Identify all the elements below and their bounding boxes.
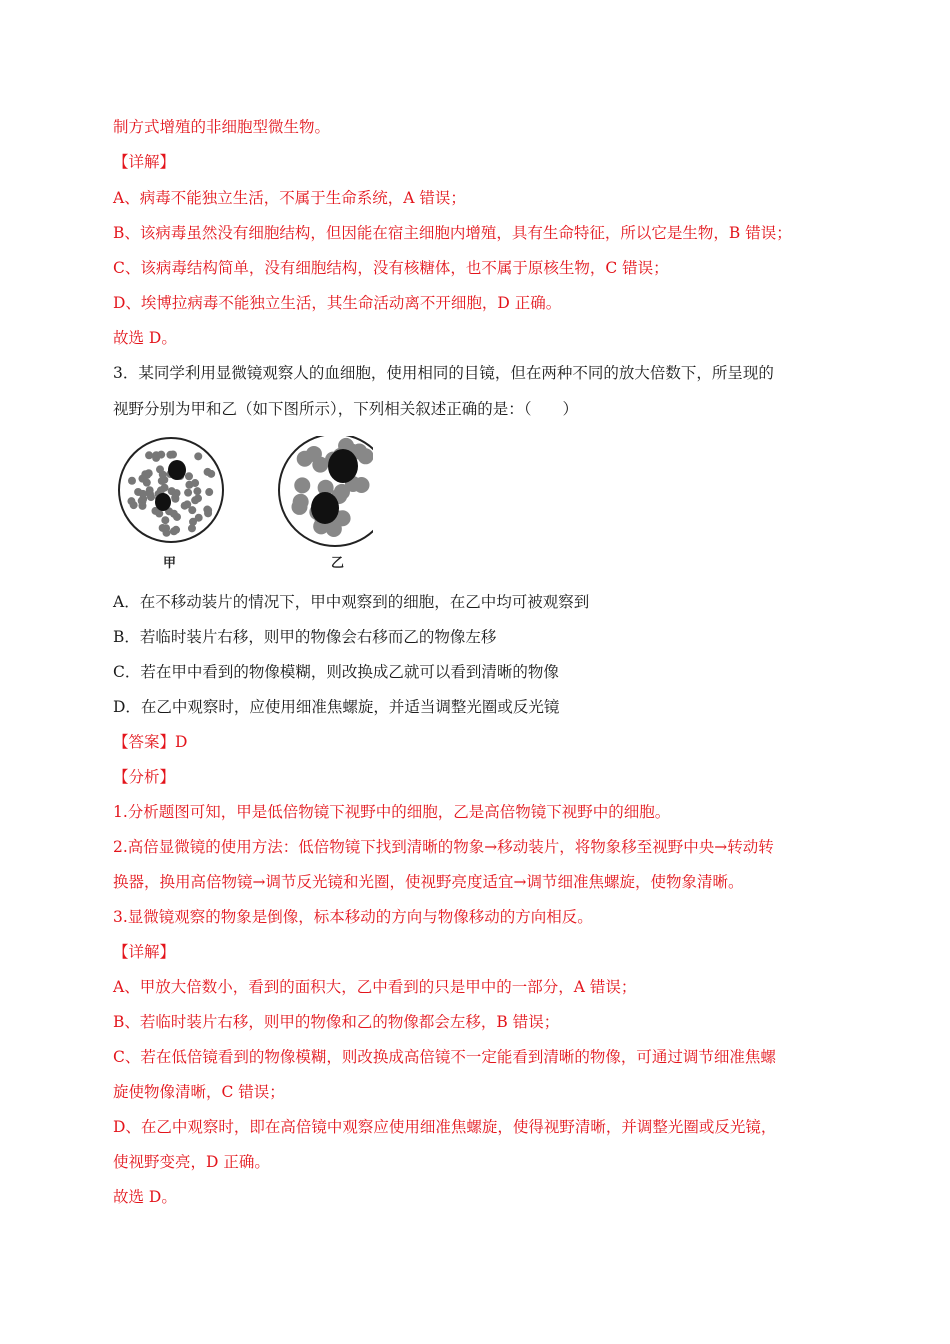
text-line: 3.显微镜观察的物象是倒像，标本移动的方向与物像移动的方向相反。	[113, 908, 593, 926]
red-blood-cell	[292, 499, 308, 515]
red-blood-cell	[141, 470, 149, 478]
text-line: A、甲放大倍数小，看到的面积大，乙中看到的只是甲中的一部分，A 错误；	[113, 978, 637, 996]
text-line: 换器，换用高倍物镜→调节反光镜和光圈，使视野亮度适宜→调节细准焦螺旋，使物象清晰。	[113, 873, 744, 891]
text-line: 旋使物像清晰，C 错误；	[113, 1083, 285, 1101]
text-line: 【详解】	[113, 943, 176, 961]
red-blood-cell	[139, 490, 147, 498]
text-line: 故选 D。	[113, 329, 177, 347]
red-blood-cell	[205, 488, 213, 496]
text-line: D、埃博拉病毒不能独立生活，其生命活动离不开细胞，D 正确。	[113, 294, 562, 312]
text-line: C、该病毒结构简单，没有细胞结构，没有核糖体，也不属于原核生物，C 错误；	[113, 259, 669, 277]
text-line: C、若在低倍镜看到的物像模糊，则改换成高倍镜不一定能看到清晰的物像，可通过调节细准焦螺	[113, 1048, 776, 1066]
question-stem: 视野分别为甲和乙（如下图所示），下列相关叙述正确的是：（ ）	[113, 400, 579, 418]
red-blood-cell	[170, 510, 178, 518]
option-b: B．若临时装片右移，则甲的物像会右移而乙的物像左移	[113, 628, 497, 646]
text-line: 2.高倍显微镜的使用方法：低倍物镜下找到清晰的物象→移动装片，将物象移至视野中央→转动转	[113, 838, 774, 856]
white-blood-cell	[311, 492, 339, 524]
text-line: 1.分析题图可知，甲是低倍物镜下视野中的细胞，乙是高倍物镜下视野中的细胞。	[113, 803, 671, 821]
red-blood-cell	[168, 487, 176, 495]
red-blood-cell	[127, 497, 135, 505]
red-blood-cell	[195, 514, 203, 522]
red-blood-cell	[191, 479, 199, 487]
red-blood-cell	[204, 468, 212, 476]
answer-line: 【答案】D	[113, 733, 188, 751]
red-blood-cell	[188, 506, 196, 514]
red-blood-cell	[156, 465, 164, 473]
red-blood-cell	[146, 490, 154, 498]
red-blood-cell	[204, 509, 212, 517]
red-blood-cell	[185, 472, 193, 480]
red-blood-cell	[191, 496, 199, 504]
red-blood-cell	[145, 451, 153, 459]
option-a: A．在不移动装片的情况下，甲中观察到的细胞，在乙中均可被观察到	[113, 593, 590, 611]
text-line: D、在乙中观察时，即在高倍镜中观察应使用细准焦螺旋，使得视野清晰，并调整光圈或反光镜，	[113, 1118, 777, 1136]
figure-label-yi: 乙	[331, 556, 345, 571]
red-blood-cell	[184, 489, 192, 497]
text-line: 【详解】	[113, 153, 176, 171]
option-c: C．若在甲中看到的物像模糊，则改换成乙就可以看到清晰的物像	[113, 663, 559, 681]
text-line: 使视野变亮，D 正确。	[113, 1153, 270, 1171]
red-blood-cell	[297, 451, 313, 467]
white-blood-cell	[328, 449, 358, 483]
red-blood-cell	[157, 451, 165, 459]
red-blood-cell	[193, 487, 201, 495]
red-blood-cell	[161, 516, 169, 524]
text-line: B、若临时装片右移，则甲的物像和乙的物像都会左移，B 错误；	[113, 1013, 560, 1031]
red-blood-cell	[128, 477, 136, 485]
option-d: D．在乙中观察时，应使用细准焦螺旋，并适当调整光圈或反光镜	[113, 698, 560, 716]
red-blood-cell	[181, 502, 189, 510]
microscope-figure	[113, 436, 373, 576]
text-line: 【分析】	[113, 768, 176, 786]
red-blood-cell	[172, 526, 180, 534]
white-blood-cell	[168, 460, 186, 480]
red-blood-cell	[194, 452, 202, 460]
red-blood-cell	[312, 457, 328, 473]
figure-label-jia: 甲	[163, 556, 177, 571]
red-blood-cell	[294, 477, 310, 493]
text-line: A、病毒不能独立生活，不属于生命系统，A 错误；	[113, 189, 466, 207]
text-line: 制方式增殖的非细胞型微生物。	[113, 118, 331, 136]
text-line: 故选 D。	[113, 1188, 177, 1206]
red-blood-cell	[162, 529, 170, 537]
red-blood-cell	[158, 477, 166, 485]
red-blood-cell	[143, 479, 151, 487]
text-line: B、该病毒虽然没有细胞结构，但因能在宿主细胞内增殖，具有生命特征，所以它是生物，B 错误；	[113, 224, 792, 242]
red-blood-cell	[166, 451, 174, 459]
white-blood-cell	[155, 493, 171, 511]
question-stem: 3．某同学利用显微镜观察人的血细胞，使用相同的目镜，但在两种不同的放大倍数下，所呈现的	[113, 364, 774, 382]
